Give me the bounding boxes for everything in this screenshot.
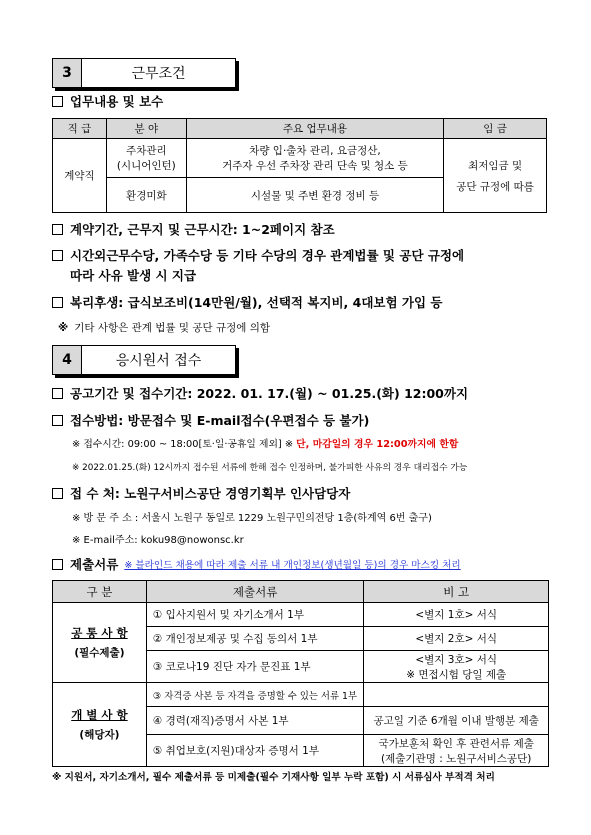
- note-cell: <별지 1호> 서식: [364, 603, 549, 627]
- checkbox-icon: [52, 297, 63, 308]
- duty-header-text: 업무내용 및 보수: [70, 94, 164, 109]
- table-header-row: [53, 119, 547, 139]
- field-text: (시니어인턴): [116, 160, 176, 172]
- docs-title: 제출서류: [70, 557, 119, 572]
- wage-text: 공단 규정에 따름: [456, 180, 534, 193]
- address-note: ※ 방 문 주 소 : 서울시 노원구 동일로 1229 노원구민의전당 1층(하계역 6번 출구): [72, 513, 432, 524]
- section-4-header: [52, 345, 236, 375]
- doc-cell: ① 입사지원서 및 자기소개서 1부: [146, 603, 364, 627]
- documents-table: [52, 580, 549, 767]
- other-note: [58, 320, 270, 335]
- checkbox-icon: [52, 559, 63, 570]
- doc-cell: ② 개인정보제공 및 수집 동의서 1부: [146, 627, 364, 651]
- allowance-text: 따라 사유 발생 시 지급: [70, 268, 197, 283]
- doc-cell: ⑤ 취업보호(지원)대상자 증명서 1부: [146, 735, 364, 767]
- time-note-text: ※ 접수시간: 09:00 ~ 18:00[토·일·공휴일 제외] ※: [72, 439, 297, 450]
- individual-label: 개 별 사 항: [71, 708, 128, 722]
- other-note-text: 기타 사항은 관계 법률 및 공단 규정에 의함: [74, 322, 271, 334]
- col-header: 구 분: [53, 581, 147, 603]
- checkbox-icon: [52, 96, 63, 107]
- section-3-header: [52, 58, 236, 88]
- period-text: 공고기간 및 접수기간: 2022. 01. 17.(월) ~ 01.25.(화) 12:00까지: [70, 386, 469, 401]
- footer-note: ※ 지원서, 자기소개서, 필수 제출서류 등 미제출(필수 기재사항 일부 누락 포함) 시 서류심사 부적격 처리: [52, 772, 495, 783]
- allowance-item: [52, 246, 464, 264]
- email-note: ※ E-mail주소: koku98@nowonsc.kr: [72, 535, 244, 546]
- duty-text: 거주자 우선 주차장 관리 단속 및 청소 등: [222, 160, 408, 172]
- duty-cell: [186, 139, 443, 178]
- duty-table: [52, 118, 547, 213]
- table-row: [53, 683, 549, 707]
- note-cell: <별지 2호> 서식: [364, 627, 549, 651]
- individual-label-cell: [53, 683, 147, 767]
- col-header: 임 금: [444, 119, 547, 139]
- section-number: 3: [52, 58, 82, 88]
- common-label: 공 통 사 항: [71, 626, 128, 640]
- place-item: [52, 484, 350, 502]
- time-note: [72, 436, 458, 450]
- wage-cell: [444, 139, 547, 213]
- method-text: 접수방법: 방문접수 및 E-mail접수(우편접수 등 불가): [70, 413, 370, 428]
- individual-sub: (해당자): [79, 729, 120, 741]
- time-deadline-text: 단, 마감일의 경우 12:00까지에 한함: [296, 439, 459, 450]
- common-sub: (필수제출): [74, 647, 125, 659]
- doc-cell: ③ 코로나19 진단 자가 문진표 1부: [146, 651, 364, 683]
- deadline-note: ※ 2022.01.25.(화) 12시까지 접수된 서류에 한해 접수 인정하며, 불가피한 사유의 경우 대리접수 가능: [72, 463, 468, 473]
- col-header: 직 급: [53, 119, 107, 139]
- checkbox-icon: [52, 415, 63, 426]
- welfare-text: 복리후생: 급식보조비(14만원/월), 선택적 복지비, 4대보험 가입 등: [70, 295, 443, 310]
- allowance-text: 시간외근무수당, 가족수당 등 기타 수당의 경우 관계법률 및 공단 규정에: [70, 248, 465, 263]
- duty-text: 차량 입·출차 관리, 요금정산,: [249, 145, 381, 157]
- table-row: [53, 603, 549, 627]
- common-label-cell: [53, 603, 147, 683]
- place-text: 접 수 처: 노원구서비스공단 경영기획부 인사담당자: [70, 486, 351, 501]
- docs-note: ※ 블라인드 채용에 따라 제출 서류 내 개인정보(생년월일 등)의 경우 마스킹 처리: [124, 560, 461, 571]
- checkbox-icon: [52, 488, 63, 499]
- contract-text: 계약기간, 근무지 및 근무시간: 1~2페이지 참조: [70, 222, 335, 237]
- allowance-item-cont: [70, 266, 196, 284]
- col-header: 주요 업무내용: [186, 119, 443, 139]
- reference-mark-icon: ※: [58, 322, 69, 334]
- section-title: 응시원서 접수: [82, 345, 236, 375]
- duty-cell: 시설물 및 주변 환경 정비 등: [186, 178, 443, 213]
- checkbox-icon: [52, 388, 63, 399]
- contract-item: [52, 220, 335, 238]
- table-header-row: [53, 581, 549, 603]
- method-item: [52, 411, 369, 429]
- section-number: 4: [52, 345, 82, 375]
- col-header: 비 고: [364, 581, 549, 603]
- field-cell: 환경미화: [106, 178, 186, 213]
- note-text: (제출기관명 : 노원구서비스공단): [381, 752, 532, 765]
- note-text: ※ 면접시험 당일 제출: [406, 668, 507, 681]
- note-text: <별지 3호> 서식: [415, 653, 498, 666]
- checkbox-icon: [52, 224, 63, 235]
- field-text: 주차관리: [126, 145, 167, 157]
- grade-cell: 계약직: [53, 139, 107, 213]
- period-item: [52, 384, 468, 402]
- col-header: 제출서류: [146, 581, 364, 603]
- section-title: 근무조건: [82, 58, 236, 88]
- field-cell: [106, 139, 186, 178]
- duty-header: [52, 92, 163, 110]
- note-cell: [364, 651, 549, 683]
- note-cell: [364, 683, 549, 707]
- wage-text: 최저임금 및: [468, 159, 523, 172]
- note-cell: [364, 735, 549, 767]
- col-header: 분 야: [106, 119, 186, 139]
- note-cell: 공고일 기준 6개월 이내 발행분 제출: [364, 707, 549, 735]
- doc-cell: ③ 자격증 사본 등 자격을 증명할 수 있는 서류 1부: [146, 683, 364, 707]
- checkbox-icon: [52, 250, 63, 261]
- doc-cell: ④ 경력(재직)증명서 사본 1부: [146, 707, 364, 735]
- welfare-item: [52, 293, 443, 311]
- table-row: [53, 139, 547, 178]
- note-text: 국가보훈처 확인 후 관련서류 제출: [378, 737, 534, 750]
- docs-item: [52, 555, 461, 573]
